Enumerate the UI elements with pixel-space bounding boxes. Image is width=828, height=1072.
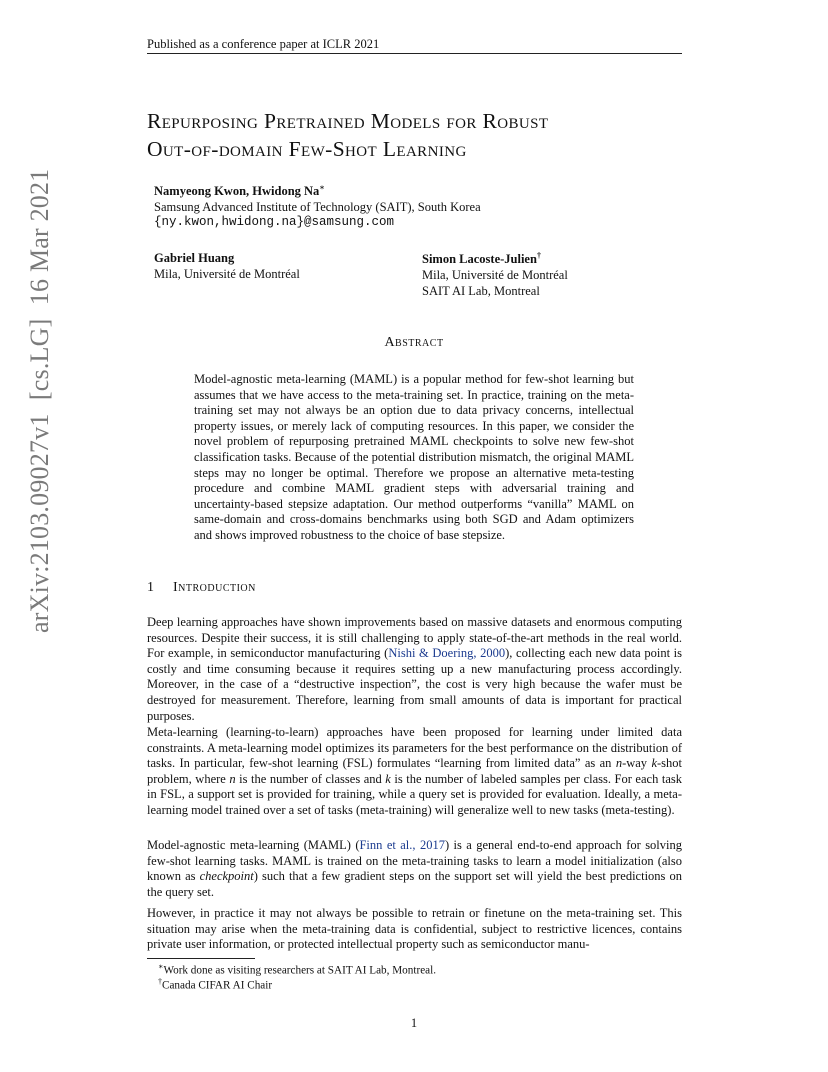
page-number: 1 [410,1016,418,1030]
emphasis: checkpoint [199,869,254,884]
arxiv-stamp: arXiv:2103.09027v1 [cs.LG] 16 Mar 2021 [25,168,54,633]
footnote-1 [158,962,436,977]
author-name: Simon Lacoste-Julien [422,252,537,267]
abstract-text: Model-agnostic meta-learning (MAML) is a popular method for few-shot learning but assumes that we have access to the meta-training set. In practice, training on the meta-training set may not always be an option due to data privacy concerns, intellectual property issues, or merely lack of computing resources. In this paper, we consider the novel problem of repurposing pretrained MAML checkpoints to solve new few-shot classification tasks. Because of the potential distribution mismatch, the original MAML steps may no longer be optimal. Therefore we propose an alternative meta-testing procedure and combine MAML gradient steps with adversarial training and uncertainty-based stepsize adaptation. Our method outperforms “vanilla” MAML on same-domain and cross-domains benchmarks using both SGD and Adam optimizers and shows improved robustness to the choice of base stepsize. [194,372,634,542]
header-rule [147,53,682,54]
citation-link[interactable]: Nishi & Doering, 2000 [388,646,506,661]
author-affiliation-2: SAIT AI Lab, Montreal [422,284,540,299]
intro-paragraph-1 [147,615,682,724]
footnote-rule [147,958,255,959]
text: ) such that a few gradient steps on the support set will yield the best predictions on the query set. [147,869,682,899]
footnote-text: Canada CIFAR AI Chair [162,979,273,992]
text: is the number of labeled samples per class. For each task in FSL, a support set is provided for training, while a query set is provided for evaluation. Ideally, a meta-learning model trained over a set of tasks (meta-training) will generalize well to new tasks (meta-testing). [147,771,682,817]
footnote-2 [158,977,272,992]
text: Meta-learning (learning-to-learn) approaches have been proposed for learning under limited data constraints. A meta-learning model optimizes its parameters for the best performance on the distribution of tasks. In particular, few-shot learning (FSL) formulates “learning from limited data” as an [147,725,682,771]
text: Deep learning approaches have shown improvements based on massive datasets and enormous computing resources. Despite their success, it is still challenging to apply state-of-the-art methods in the real world. For example, in semiconductor manufacturing ( [147,615,682,661]
author-names: Namyeong Kwon, Hwidong Na [154,184,320,199]
text: ) is a general end-to-end approach for solving few-shot learning tasks. MAML is trained on the meta-training tasks to learn a model initialization (also known as [147,838,683,884]
math-n: n [615,756,623,771]
section-title: Introduction [173,580,256,595]
citation-link[interactable]: Finn et al., 2017 [359,838,445,852]
section-number: 1 [147,580,155,595]
author-affiliation: Mila, Université de Montréal [154,267,300,281]
footnote-mark: † [536,251,541,260]
intro-paragraph-2 [147,725,682,819]
title-line-1: Repurposing Pretrained Models for Robust [147,109,549,133]
abstract-heading: Abstract [384,335,444,350]
math-n: n [229,771,236,786]
author-block-3 [422,251,568,299]
title-line-2: Out-of-domain Few-Shot Learning [147,137,467,161]
author-email: {ny.kwon,hwidong.na}@samsung.com [154,215,395,230]
author-affiliation-1: Mila, Université de Montréal [422,268,568,283]
footnote-text: Work done as visiting researchers at SAIT AI Lab, Montreal. [163,964,437,977]
text: ), collecting each new data point is costly and time consuming because it requires setting up a new manufacturing process accordingly. Moreover, in the case of a “destructive inspection”, the cost is very high because the wafer must be destroyed for measurement. Therefore, learning from small amounts of data is important for practical purposes. [147,646,682,723]
text: Model-agnostic meta-learning (MAML) ( [147,838,360,852]
author-name: Gabriel Huang [154,251,235,265]
intro-paragraph-4: However, in practice it may not always be possible to retrain or finetune on the meta-training set. This situation may arise when the meta-training data is confidential, subject to restrictive licences, contains private user information, or protected intellectual property such as semiconductor manu- [147,906,682,952]
text: -way [622,756,652,771]
text: is the number of classes and [235,771,386,786]
author-affiliation: Samsung Advanced Institute of Technology (SAIT), South Korea [154,200,481,215]
math-k: k [651,756,657,771]
running-header: Published as a conference paper at ICLR 2021 [147,37,380,51]
author-block-1 [154,182,481,229]
footnote-mark: ∗ [158,962,164,971]
footnote-mark: † [158,977,162,986]
text: -shot problem, where [147,756,682,786]
footnote-mark: ∗ [319,183,325,192]
author-block-2 [154,251,300,282]
section-heading [147,580,256,596]
paper-title [147,107,707,163]
math-k: k [385,771,391,786]
intro-paragraph-3 [147,838,682,900]
